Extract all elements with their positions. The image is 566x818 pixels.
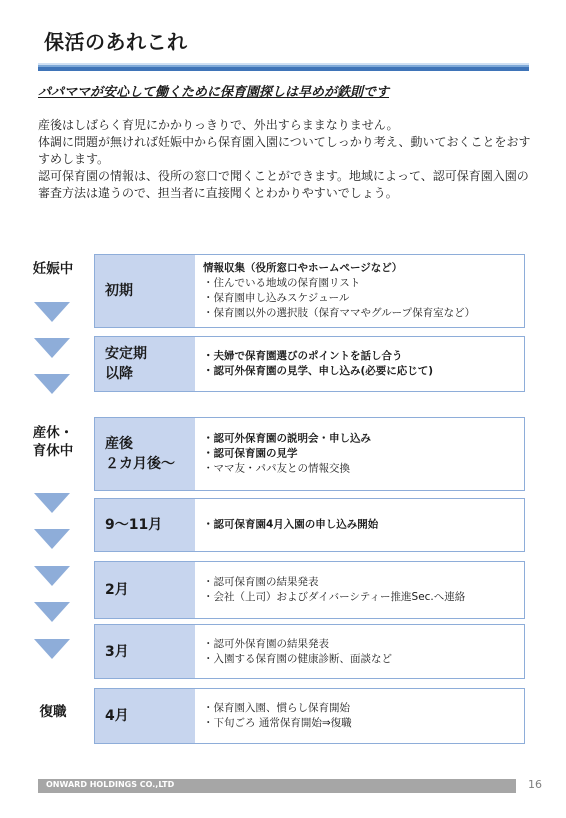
down-arrow-icon: [34, 566, 70, 586]
row-label-cell: [95, 625, 195, 678]
row-label: 初期: [105, 283, 133, 299]
row-item: 情報収集（役所窓口やホームページなど）: [203, 262, 403, 274]
row-item: ・認可保育園の結果発表: [203, 576, 319, 588]
row-label-cell: [95, 418, 195, 490]
row-label: 安定期 以降: [105, 346, 147, 382]
down-arrow-icon: [34, 639, 70, 659]
row-content: [203, 575, 518, 605]
intro-text: [38, 117, 540, 202]
row-label: 産後 ２カ月後～: [105, 436, 175, 472]
down-arrow-icon: [34, 374, 70, 394]
intro-line: 産後はしばらく育児にかかりっきりで、外出すらままなりません。: [38, 118, 399, 132]
row-label-cell: [95, 689, 195, 743]
row-item: ・認可外保育園の見学、申し込み(必要に応じて): [203, 365, 434, 377]
stage-label-pregnancy: 妊娠中: [32, 261, 74, 277]
intro-line: 認可保育園の情報は、役所の窓口で聞くことができます。地域によって、認可保育園入園の審査方法は違うので、担当者に直接聞くとわかりやすいでしょう。: [38, 169, 529, 200]
down-arrow-icon: [34, 529, 70, 549]
intro-line: 体調に問題が無ければ妊娠中から保育園入園についてしっかり考え、動いておくことをおすすめします。: [38, 135, 531, 166]
stage-label-leave: 産休・ 育休中: [32, 425, 74, 459]
down-arrow-icon: [34, 493, 70, 513]
row-content: [203, 432, 518, 477]
row-label: 3月: [105, 643, 129, 660]
row-item: ・認可保育園4月入園の申し込み開始: [203, 518, 379, 531]
timeline-row: [94, 624, 525, 679]
subtitle: パパママが安心して働くために保育園探しは早めが鉄則です: [38, 85, 390, 100]
row-label: 2月: [105, 582, 129, 598]
row-label-cell: [95, 337, 195, 391]
row-content: [203, 518, 518, 533]
row-content: [203, 637, 518, 667]
timeline-row: [94, 254, 525, 328]
row-label: 4月: [105, 708, 129, 724]
timeline-row: [94, 561, 525, 619]
timeline-row: [94, 498, 525, 552]
down-arrow-icon: [34, 302, 70, 322]
footer-bar: [38, 779, 516, 793]
title-rule: [38, 63, 529, 71]
timeline-row: [94, 336, 525, 392]
row-item: ・認可外保育園の結果発表: [203, 637, 329, 650]
timeline-row: [94, 688, 525, 744]
down-arrow-icon: [34, 602, 70, 622]
stage-label-return: 復職: [39, 704, 67, 720]
row-item: ・下旬ごろ 通常保育開始⇒復職: [203, 717, 352, 729]
down-arrow-icon: [34, 338, 70, 358]
row-label-cell: [95, 499, 195, 551]
row-item: ・夫婦で保育園選びのポイントを話し合う: [203, 350, 403, 362]
row-item: ・保育園申し込みスケジュール: [203, 292, 350, 304]
row-item: ・ママ友・パパ友との情報交換: [203, 462, 350, 475]
row-content: [203, 261, 518, 321]
timeline-row: [94, 417, 525, 491]
row-item: ・入園する保育園の健康診断、面談など: [203, 652, 392, 665]
row-item: ・保育園以外の選択肢（保育ママやグループ保育室など）: [203, 307, 476, 319]
row-item: ・認可保育園の見学: [203, 447, 298, 460]
page-number: 16: [528, 778, 542, 791]
row-label-cell: [95, 255, 195, 327]
row-label: 9～11月: [105, 517, 163, 533]
page-title: 保活のあれこれ: [44, 30, 188, 54]
footer-company: ONWARD HOLDINGS CO.,LTD: [46, 780, 175, 789]
row-item: ・保育園入園、慣らし保育開始: [203, 702, 350, 714]
row-content: [203, 349, 518, 379]
row-item: ・会社（上司）およびダイバーシティー推進Sec.へ連絡: [203, 591, 466, 603]
row-label-cell: [95, 562, 195, 618]
row-item: ・住んでいる地域の保育園リスト: [203, 277, 361, 289]
row-item: ・認可外保育園の説明会・申し込み: [203, 432, 371, 445]
row-content: [203, 701, 518, 731]
